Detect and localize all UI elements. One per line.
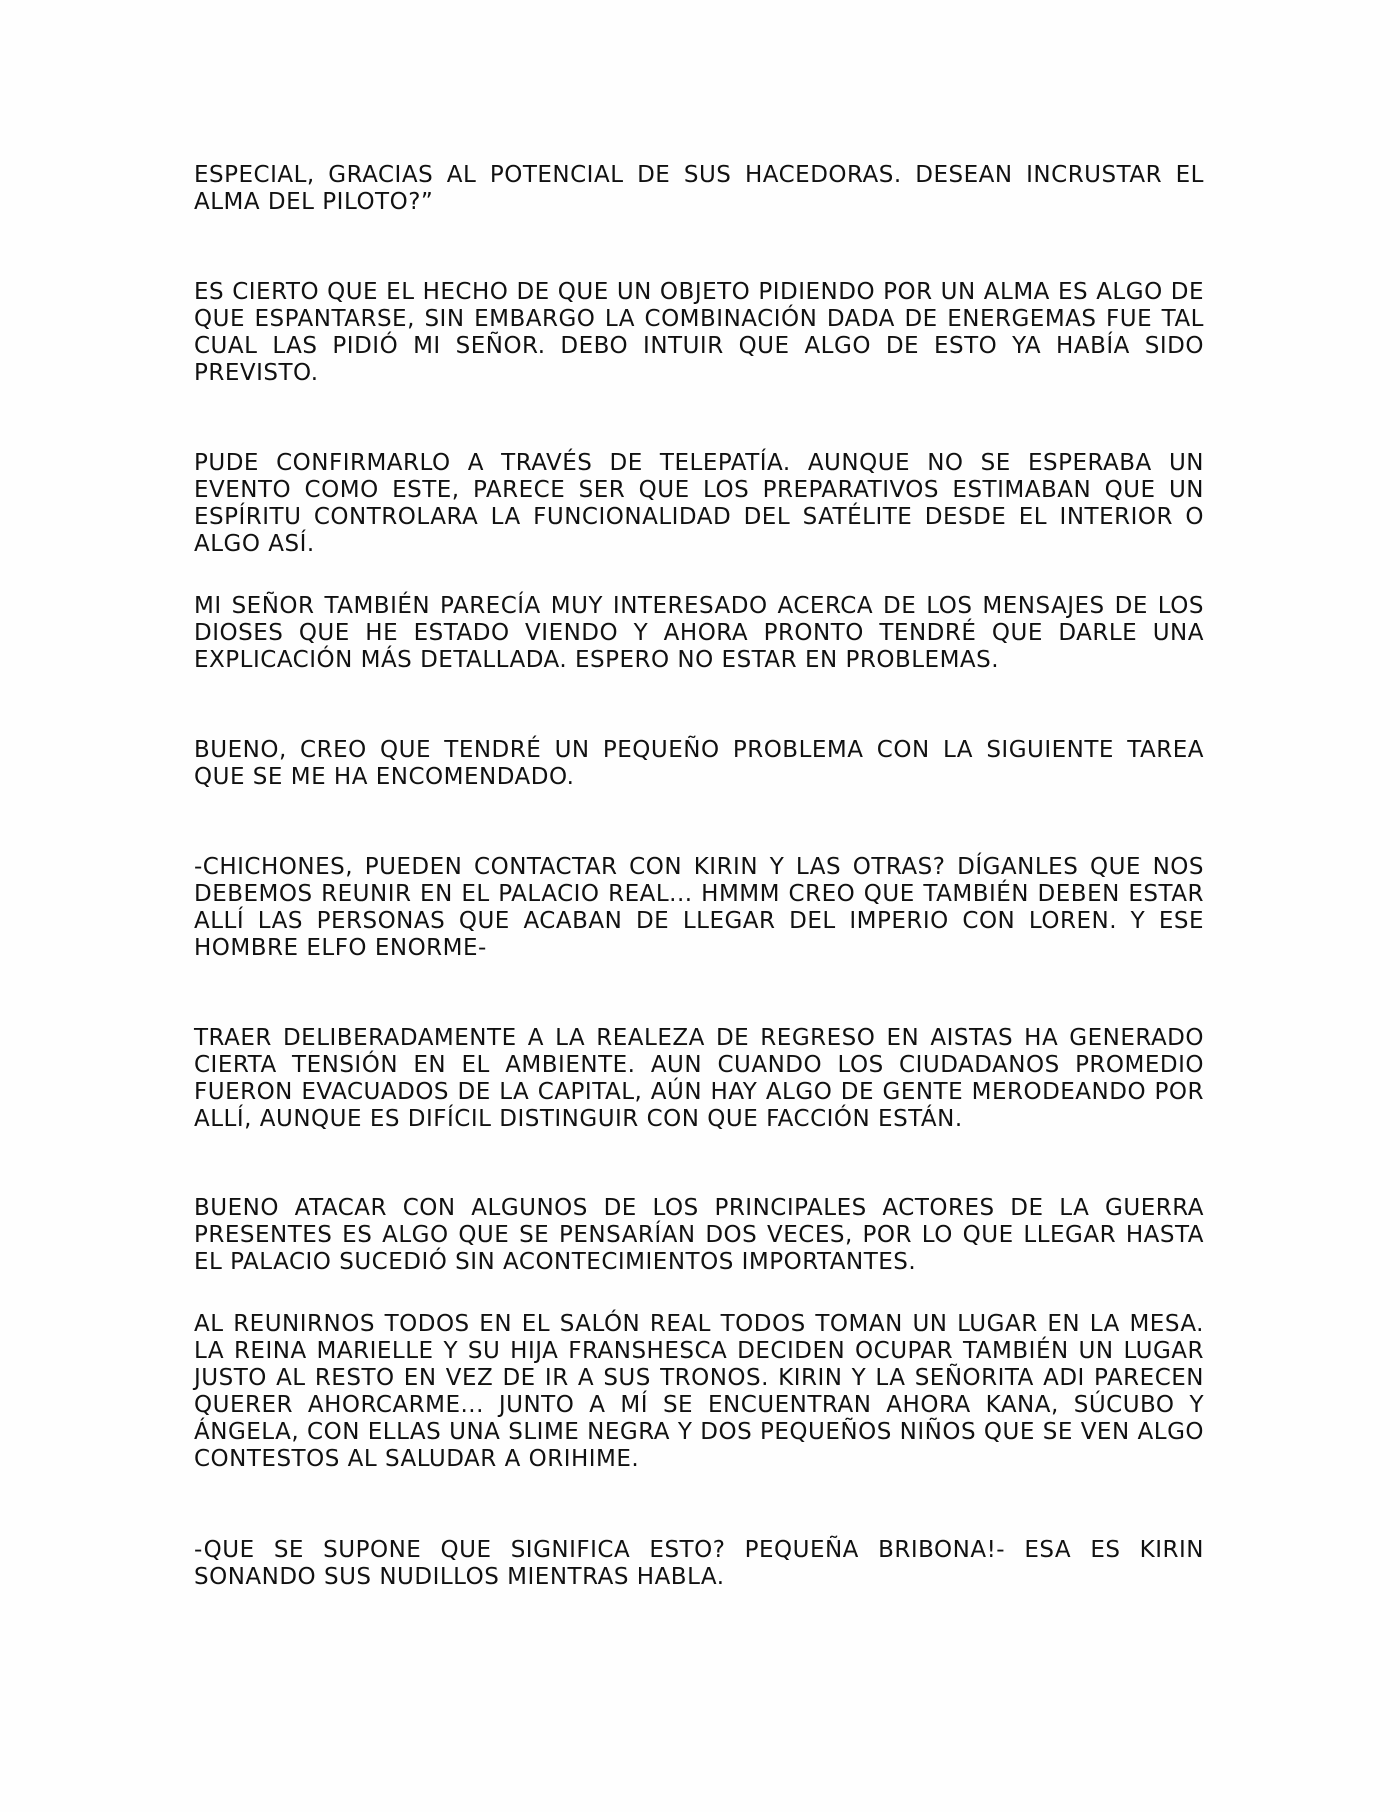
paragraph-9: AL REUNIRNOS TODOS EN EL SALÓN REAL TODOS TOMAN UN LUGAR EN LA MESA. LA REINA MARIELLE Y SU HIJA FRANSHESCA DECIDEN OCUPAR TAMBIÉN UN LUGAR JUSTO AL RESTO EN VEZ DE IR A SUS TRONOS. KIRIN Y LA SEÑORITA ADI PARECEN QUERER AHORCARME... JUNTO A MÍ SE ENCUENTRAN AHORA KANA, SÚCUBO Y ÁNGELA, CON ELLAS UNA SLIME NEGRA Y DOS PEQUEÑOS NIÑOS QUE SE VEN ALGO CONTESTOS AL SALUDAR A ORIHIME.	[194, 1311, 1204, 1472]
paragraph-4: MI SEÑOR TAMBIÉN PARECÍA MUY INTERESADO ACERCA DE LOS MENSAJES DE LOS DIOSES QUE HE ESTADO VIENDO Y AHORA PRONTO TENDRÉ QUE DARLE UNA EXPLICACIÓN MÁS DETALLADA. ESPERO NO ESTAR EN PROBLEMAS.	[194, 593, 1204, 673]
paragraph-10: -QUE SE SUPONE QUE SIGNIFICA ESTO? PEQUEÑA BRIBONA!- ESA ES KIRIN SONANDO SUS NUDILLOS MIENTRAS HABLA.	[194, 1537, 1204, 1590]
paragraph-5: BUENO, CREO QUE TENDRÉ UN PEQUEÑO PROBLEMA CON LA SIGUIENTE TAREA QUE SE ME HA ENCOMENDADO.	[194, 737, 1204, 790]
paragraph-1: ESPECIAL, GRACIAS AL POTENCIAL DE SUS HACEDORAS. DESEAN INCRUSTAR EL ALMA DEL PILOTO?”	[194, 162, 1204, 215]
paragraph-6: -CHICHONES, PUEDEN CONTACTAR CON KIRIN Y LAS OTRAS? DÍGANLES QUE NOS DEBEMOS REUNIR EN EL PALACIO REAL... HMMM CREO QUE TAMBIÉN DEBEN ESTAR ALLÍ LAS PERSONAS QUE ACABAN DE LLEGAR DEL IMPERIO CON LOREN. Y ESE HOMBRE ELFO ENORME-	[194, 854, 1204, 961]
paragraph-8: BUENO ATACAR CON ALGUNOS DE LOS PRINCIPALES ACTORES DE LA GUERRA PRESENTES ES ALGO QUE SE PENSARÍAN DOS VECES, POR LO QUE LLEGAR HASTA EL PALACIO SUCEDIÓ SIN ACONTECIMIENTOS IMPORTANTES.	[194, 1195, 1204, 1275]
paragraph-3: PUDE CONFIRMARLO A TRAVÉS DE TELEPATÍA. AUNQUE NO SE ESPERABA UN EVENTO COMO ESTE, PARECE SER QUE LOS PREPARATIVOS ESTIMABAN QUE UN ESPÍRITU CONTROLARA LA FUNCIONALIDAD DEL SATÉLITE DESDE EL INTERIOR O ALGO ASÍ.	[194, 450, 1204, 557]
paragraph-7: TRAER DELIBERADAMENTE A LA REALEZA DE REGRESO EN AISTAS HA GENERADO CIERTA TENSIÓN EN EL AMBIENTE. AUN CUANDO LOS CIUDADANOS PROMEDIO FUERON EVACUADOS DE LA CAPITAL, AÚN HAY ALGO DE GENTE MERODEANDO POR ALLÍ, AUNQUE ES DIFÍCIL DISTINGUIR CON QUE FACCIÓN ESTÁN.	[194, 1025, 1204, 1132]
paragraph-2: ES CIERTO QUE EL HECHO DE QUE UN OBJETO PIDIENDO POR UN ALMA ES ALGO DE QUE ESPANTARSE, SIN EMBARGO LA COMBINACIÓN DADA DE ENERGEMAS FUE TAL CUAL LAS PIDIÓ MI SEÑOR. DEBO INTUIR QUE ALGO DE ESTO YA HABÍA SIDO PREVISTO.	[194, 279, 1204, 386]
